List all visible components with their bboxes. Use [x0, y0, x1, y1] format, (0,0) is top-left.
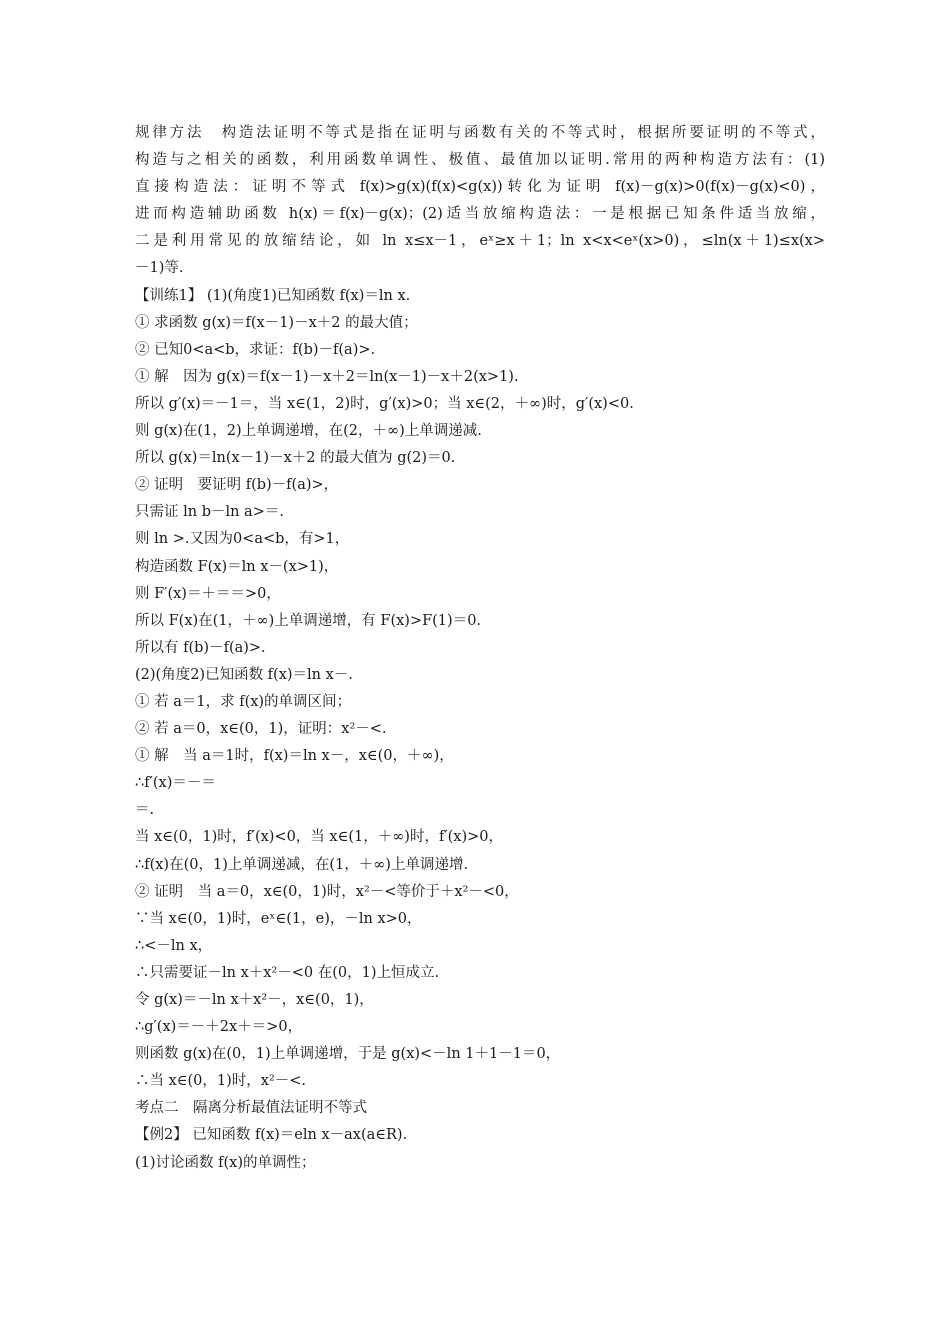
text-line: 规律方法 构造法证明不等式是指在证明与函数有关的不等式时，根据所要证明的不等式， [135, 125, 825, 141]
text-line: ∵当 x∈(0，1)时，eˣ∈(1，e)，－ln x>0， [135, 910, 422, 927]
text-line: 则 g(x)在(1，2)上单调递增，在(2，＋∞)上单调递减. [135, 423, 482, 440]
text-line: 所以 g′(x)＝－1＝，当 x∈(1，2)时，g′(x)>0；当 x∈(2，＋∞)时，g′(x)<0. [135, 395, 634, 412]
text-line: ＝. [135, 802, 155, 819]
text-line: 只需证 ln b－ln a>＝. [135, 504, 284, 521]
text-line: 则 ln >.又因为0<a<b，有>1， [135, 531, 350, 548]
text-line: ① 求函数 g(x)＝f(x－1)－x＋2 的最大值； [135, 314, 418, 331]
text-line: 当 x∈(0，1)时，f′(x)<0，当 x∈(1，＋∞)时，f′(x)>0， [135, 829, 503, 846]
section-heading: 考点二 隔离分析最值法证明不等式 [135, 1100, 367, 1117]
text-line: ② 证明 当 a＝0，x∈(0，1)时，x²－<等价于＋x²－<0， [135, 883, 519, 900]
text-line: 直接构造法：证明不等式 f(x)>g(x)(f(x)<g(x))转化为证明 f(x)－g(x)>0(f(x)－g(x)<0)， [135, 179, 825, 196]
document-body [135, 120, 825, 1177]
text-line: ② 证明 要证明 f(b)－f(a)>， [135, 477, 339, 494]
text-line: ∴f′(x)＝－＝ [135, 775, 216, 792]
text-line: ① 解 因为 g(x)＝f(x－1)－x＋2＝ln(x－1)－x＋2(x>1). [135, 368, 519, 385]
text-line: 所以 g(x)＝ln(x－1)－x＋2 的最大值为 g(2)＝0. [135, 450, 456, 467]
text-line: 构造与之相关的函数，利用函数单调性、极值、最值加以证明.常用的两种构造方法有：(1) [135, 152, 825, 169]
text-line: 所以有 f(b)－f(a)>. [135, 639, 266, 656]
text-line: (2)(角度2)已知函数 f(x)＝ln x－. [135, 666, 353, 683]
text-line: －1)等. [135, 260, 184, 277]
example-heading: 【例2】 已知函数 f(x)＝eln x－ax(a∈R). [135, 1127, 408, 1144]
text-line: ∴f(x)在(0，1)上单调递减，在(1，＋∞)上单调递增. [135, 856, 469, 873]
text-line: (1)讨论函数 f(x)的单调性； [135, 1154, 316, 1171]
text-line: ∴g′(x)＝－＋2x＋＝>0， [135, 1019, 303, 1036]
text-line: ① 若 a＝1，求 f(x)的单调区间； [135, 693, 352, 710]
text-line: ② 若 a＝0，x∈(0，1)，证明：x²－<. [135, 721, 387, 738]
text-line: 则函数 g(x)在(0，1)上单调递增，于是 g(x)<－ln 1＋1－1＝0， [135, 1046, 561, 1063]
text-line: 则 F′(x)＝＋＝＝>0， [135, 585, 281, 602]
text-line: 令 g(x)＝－ln x＋x²－，x∈(0，1)， [135, 992, 374, 1008]
text-line: 所以 F(x)在(1，＋∞)上单调递增，有 F(x)>F(1)＝0. [135, 612, 482, 629]
text-line: ① 解 当 a＝1时，f(x)＝ln x－，x∈(0，＋∞)， [135, 748, 454, 765]
text-line: 进而构造辅助函数 h(x)＝f(x)－g(x)；(2)适当放缩构造法：一是根据已知条件适当放缩， [135, 206, 825, 223]
text-line: ∴只需要证－ln x＋x²－<0 在(0，1)上恒成立. [135, 964, 440, 981]
text-line: ∴当 x∈(0，1)时，x²－<. [135, 1073, 307, 1090]
text-line: ∴<－ln x， [135, 937, 213, 954]
text-line: ② 已知0<a<b，求证：f(b)－f(a)>. [135, 341, 376, 358]
text-line: 二是利用常见的放缩结论，如 ln x≤x－1，eˣ≥x＋1；ln x<x<eˣ(x>0)，≤ln(x＋1)≤x(x> [135, 233, 825, 250]
exercise-heading: 【训练1】 (1)(角度1)已知函数 f(x)＝ln x. [135, 287, 411, 304]
text-line: 构造函数 F(x)＝ln x－(x>1)， [135, 558, 339, 575]
